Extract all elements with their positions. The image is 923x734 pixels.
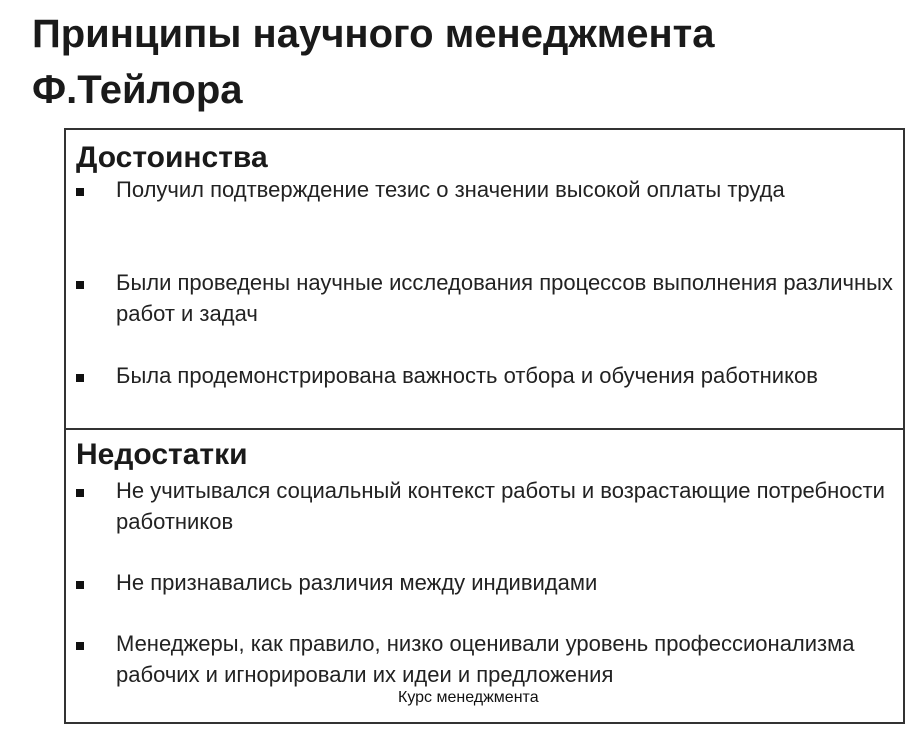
square-bullet-icon: [76, 281, 84, 289]
square-bullet-icon: [76, 581, 84, 589]
list-item-text: Получил подтверждение тезис о значении высокой оплаты труда: [116, 177, 785, 202]
list-item-text: Были проведены научные исследования процессов выполнения различных работ и задач: [116, 270, 893, 326]
list-item-text: Не признавались различия между индивидами: [116, 570, 598, 595]
square-bullet-icon: [76, 489, 84, 497]
square-bullet-icon: [76, 374, 84, 382]
footer-caption: Курс менеджмента: [398, 689, 539, 706]
list-item-text: Не учитывался социальный контекст работы и возрастающие потребности работников: [116, 478, 885, 534]
disadvantages-section: [66, 430, 903, 724]
principles-table: [64, 128, 905, 724]
advantages-section: [66, 130, 903, 428]
disadvantages-heading: Недостатки: [76, 438, 248, 471]
advantages-heading: Достоинства: [76, 141, 268, 174]
list-item-text: Менеджеры, как правило, низко оценивали уровень профессионализма рабочих и игнорировали их идеи и предложения: [116, 631, 855, 687]
square-bullet-icon: [76, 642, 84, 650]
page-title: Принципы научного менеджмента Ф.Тейлора: [32, 12, 715, 112]
square-bullet-icon: [76, 188, 84, 196]
list-item-text: Была продемонстрирована важность отбора и обучения работников: [116, 363, 818, 388]
